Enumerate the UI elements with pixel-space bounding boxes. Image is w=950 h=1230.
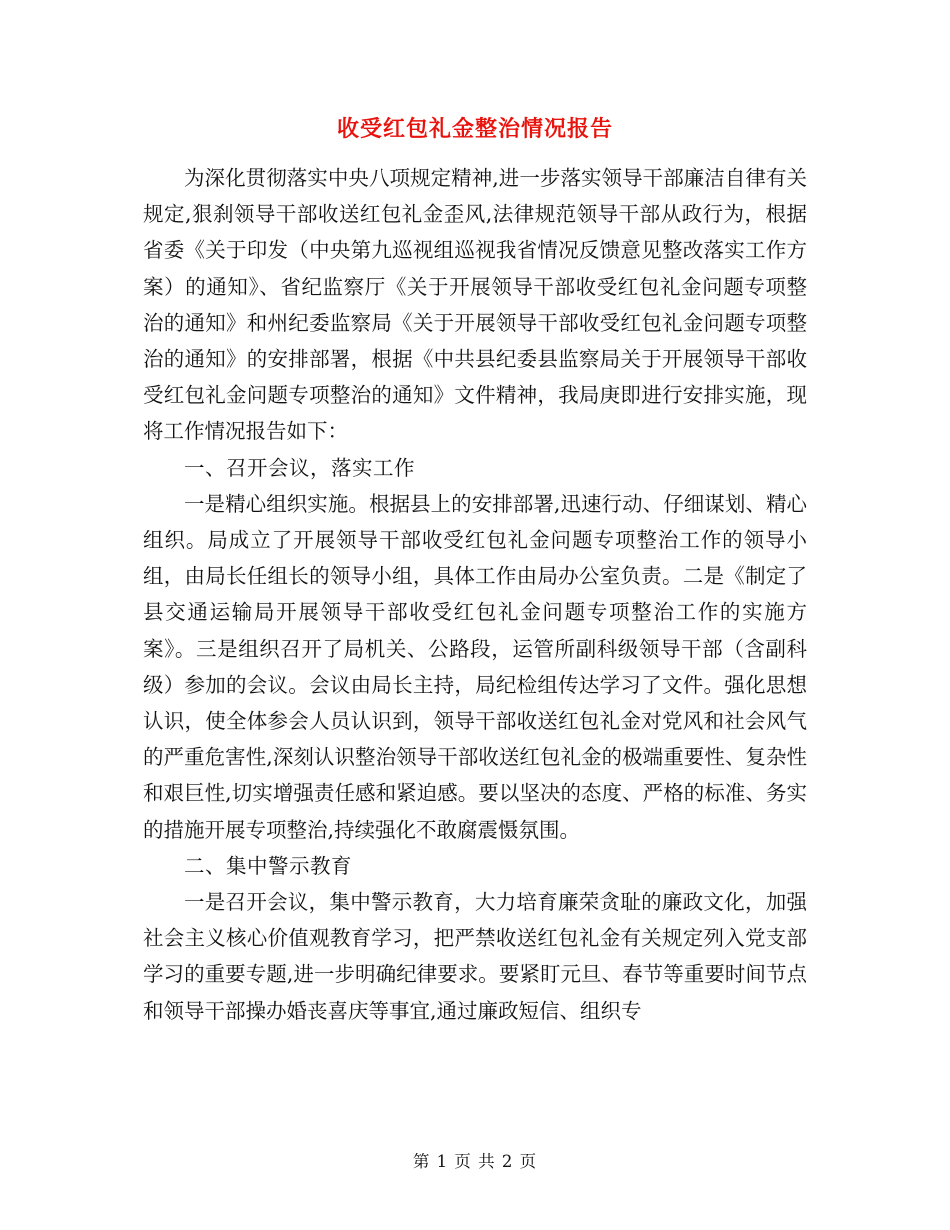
document-body <box>143 160 807 1029</box>
section-heading-1: 一、召开会议，落实工作 <box>184 455 415 480</box>
section-1-paragraph: 一是精心组织实施。根据县上的安排部署,迅速行动、仔细谋划、精心组织。局成立了开展领导干部收受红包礼金问题专项整治工作的领导小组，由局长任组长的领导小组，具体工作由局办公室负责。二是《制定了县交通运输局开展领导干部收受红包礼金问题专项整治工作的实施方案》。三是组织召开了局机关、公路段，运管所副科级领导干部（含副科级）参加的会议。会议由局长主持，局纪检组传达学习了文件。强化思想认识，使全体参会人员认识到，领导干部收送红包礼金对党风和社会风气的严重危害性,深刻认识整治领导干部收送红包礼金的极端重要性、复杂性和艰巨性,切实增强责任感和紧迫感。要以坚决的态度、严格的标准、务实的措施开展专项整治,持续强化不敢腐震慑氛围。 <box>143 491 807 842</box>
section-2-paragraph: 一是召开会议，集中警示教育，大力培育廉荣贪耻的廉政文化，加强社会主义核心价值观教育学习，把严禁收送红包礼金有关规定列入党支部学习的重要专题,进一步明确纪律要求。要紧盯元旦、春节等重要时间节点和领导干部操办婚丧喜庆等事宜,通过廉政短信、组织专 <box>143 890 807 1023</box>
section-heading-2: 二、集中警示教育 <box>184 853 352 878</box>
intro-paragraph: 为深化贯彻落实中央八项规定精神,进一步落实领导干部廉洁自律有关规定,狠刹领导干部收送红包礼金歪风,法律规范领导干部从政行为，根据省委《关于印发（中央第九巡视组巡视我省情况反馈意见整改落实工作方案）的通知》、省纪监察厅《关于开展领导干部收受红包礼金问题专项整治的通知》和州纪委监察局《关于开展领导干部收受红包礼金问题专项整治的通知》的安排部署，根据《中共县纪委县监察局关于开展领导干部收受红包礼金问题专项整治的通知》文件精神，我局庚即进行安排实施，现将工作情况报告如下： <box>143 166 807 444</box>
document-title: 收受红包礼金整治情况报告 <box>336 116 613 142</box>
page-footer: 第 1 页 共 2 页 <box>412 1152 538 1171</box>
